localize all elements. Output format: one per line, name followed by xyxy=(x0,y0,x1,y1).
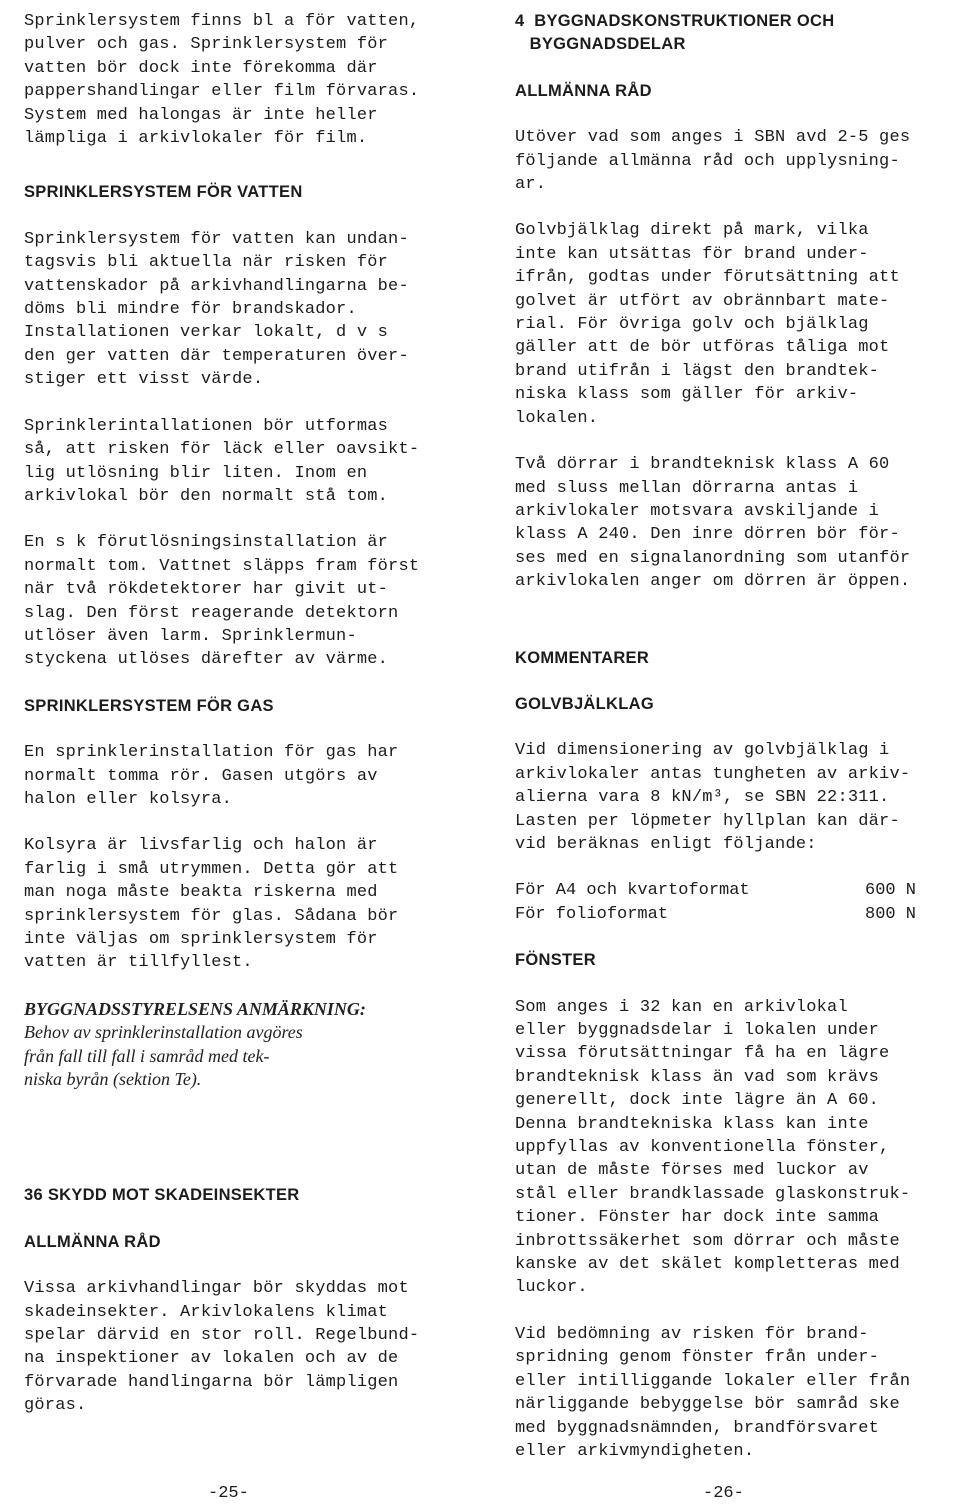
paragraph-installation-design: Sprinklerintallationen bör utformas så, att risken för läck eller oavsikt- lig utlösning blir liten. Inom en arkivlokal bör den normalt stå tom. xyxy=(24,416,420,506)
heading-general-advice-right: ALLMÄNNA RÅD xyxy=(515,81,652,100)
table-cell-label: För folioformat xyxy=(515,904,669,924)
table-cell-label: För A4 och kvartoformat xyxy=(515,881,750,901)
paragraph-pests: Vissa arkivhandlingar bör skyddas mot skadeinsekter. Arkivlokalens klimat spelar därvid en stor roll. Regelbund- na inspektioner av lokalen och av de förvarade handlingarna bör lämpligen göras. xyxy=(24,1279,420,1416)
paragraph-pre-action: En s k förutlösningsinstallation är normalt tom. Vattnet släpps fram först när två rökdetektorer har givit ut- slag. Den först reagerande detektorn utlöser även larm. Sprinklermun- styckena utlöses därefter av värme. xyxy=(24,533,420,670)
page-number-left: -25- xyxy=(208,1484,249,1503)
paragraph-sbn-reference: Utöver vad som anges i SBN avd 2-5 ges följande allmänna råd och upplysning- ar. xyxy=(515,128,911,195)
heading-comments: KOMMENTARER xyxy=(515,648,650,667)
left-column xyxy=(24,10,474,1441)
paragraph-floor-joists: Golvbjälklag direkt på mark, vilka inte kan utsättas för brand under- ifrån, godtas under förutsättning att golvet är utfört av obrännbart mate- rial. För övriga golv och bjälklag gäller att de bör utföras tåliga mot brand utifrån i lägst den brandtek- niska klass som gäller för arkiv- lokalen. xyxy=(515,221,900,428)
right-column xyxy=(515,10,955,1486)
table-row xyxy=(515,903,955,926)
heading-floor-structure: GOLVBJÄLKLAG xyxy=(515,694,654,713)
table-cell-value: 600 N xyxy=(865,881,917,901)
heading-sprinkler-water: SPRINKLERSYSTEM FÖR VATTEN xyxy=(24,183,303,202)
paragraph-water-system: Sprinklersystem för vatten kan undan- tagsvis bli aktuella när risken för vattenskador på arkivhandlingarna be- döms bli mindre för brandskador. Installationen verkar lokalt, d v s den ger vatten där temperaturen över- stiger ett visst värde. xyxy=(24,229,409,390)
building-board-note xyxy=(24,998,474,1092)
paragraph-co2-halon: Kolsyra är livsfarlig och halon är farlig i små utrymmen. Detta gör att man noga måste beakta riskerna med sprinklersystem för glas. Sådana bör inte väljas om sprinklersystem för vatten är tillfyllest. xyxy=(24,836,399,973)
heading-building-construction: 4 BYGGNADSKONSTRUKTIONER OCH BYGGNADSDELAR xyxy=(515,12,835,54)
heading-windows: FÖNSTER xyxy=(515,951,596,970)
table-row xyxy=(515,879,955,902)
paragraph-load-dimensioning: Vid dimensionering av golvbjälklag i arkivlokaler antas tungheten av arkiv- alierna vara 8 kN/m³, se SBN 22:311. Lasten per löpmeter hyllplan kan där- vid beräknas enligt följande: xyxy=(515,741,911,854)
paragraph-windows: Som anges i 32 kan en arkivlokal eller byggnadsdelar i lokalen under vissa förutsättningar få ha en lägre brandteknisk klass än vad som krävs generellt, dock inte lägre än A 60. Denna brandtekniska klass kan inte uppfyllas av konventionella fönster, utan de måste förses med luckor av stål eller brandklassade glaskonstruk- tioner. Fönster har dock inte samma inbrottssäkerhet som dörrar och måste kanske av det skälet kompletteras med luckor. xyxy=(515,997,911,1298)
heading-sprinkler-gas: SPRINKLERSYSTEM FÖR GAS xyxy=(24,696,274,715)
note-body: Behov av sprinklerinstallation avgöres från fall till fall i samråd med tek- niska byrån (sektion Te). xyxy=(24,1022,303,1090)
paragraph-sprinkler-intro: Sprinklersystem finns bl a för vatten, pulver och gas. Sprinklersystem för vatten bör dock inte förekomma där pappershandlingar eller film förvaras. System med halongas är inte heller lämpliga i arkivlokaler för film. xyxy=(24,12,420,149)
table-cell-value: 800 N xyxy=(865,904,917,924)
load-table xyxy=(515,879,955,926)
note-title: BYGGNADSSTYRELSENS ANMÄRKNING: xyxy=(24,998,366,1019)
heading-general-advice-left: ALLMÄNNA RÅD xyxy=(24,1232,161,1251)
paragraph-gas-system: En sprinklerinstallation för gas har normalt tomma rör. Gasen utgörs av halon eller kolsyra. xyxy=(24,743,399,809)
page-number-right: -26- xyxy=(703,1484,744,1503)
paragraph-fire-spread: Vid bedömning av risken för brand- spridning genom fönster från under- eller intilliggande lokaler eller från närliggande bebyggelse bör samråd ske med byggnadsnämnden, brandförsvaret eller arkivmyndigheten. xyxy=(515,1324,911,1461)
heading-pest-protection: 36 SKYDD MOT SKADEINSEKTER xyxy=(24,1186,300,1205)
paragraph-doors: Två dörrar i brandteknisk klass A 60 med sluss mellan dörrarna antas i arkivlokaler motsvara avskiljande i klass A 240. Den inre dörren bör för- ses med en signalanordning som utanför arkivlokalen anger om dörren är öppen. xyxy=(515,455,911,592)
